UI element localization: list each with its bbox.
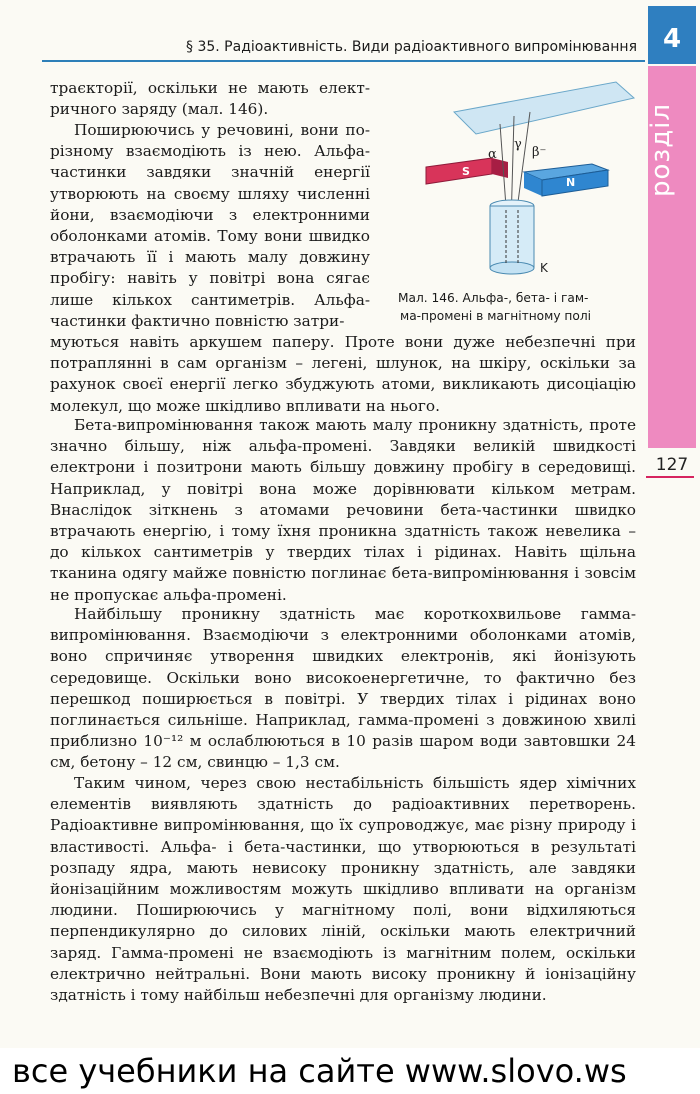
detector-plate xyxy=(454,82,634,134)
beta-label: β⁻ xyxy=(532,145,547,160)
page-number: 127 xyxy=(655,455,689,475)
paragraph-5: Таким чином, через свою нестабільність більшість ядер хімічних елементів виявляють здатність до радіоактивних перетворень. Радіоактивне випромінювання, що їх супроводжує, має різну природу і властивості. Альфа- і бета-частинки, що утворюються в результаті розпаду ядра, мають невисоку проникну здатність, але завдяки йонізаційним можливостям можуть шкідливо впливати на організм людини. Поширюючись у магнітному полі, вони відхиляються перпендикулярно до силових ліній, оскільки мають електричний заряд. Гамма-промені не взаємодіють із магнітним полем, оскільки електрично нейтральні. Вони мають високу проникну й іонізаційну здатність і тому найбільш небезпечні для організму людини. xyxy=(50,774,636,1005)
magnet-s xyxy=(426,158,492,184)
figure-caption xyxy=(398,289,648,325)
magnetic-field-illustration xyxy=(396,72,646,290)
chapter-number-tab xyxy=(648,6,696,64)
header-title: § 35. Радіоактивність. Види радіоактивного випромінювання xyxy=(186,39,637,55)
chapter-side-tab xyxy=(648,66,696,448)
pole-s-label: S xyxy=(462,165,470,178)
page-number-rule xyxy=(646,476,694,478)
figure-146 xyxy=(396,72,646,290)
paragraph-4: Найбільшу проникну здатність має короткохвильове гамма-випромінювання. Взаємодіючи з електронними оболонками атомів, воно спричиняє утворення швидких електронів, які йонізують середовище. Оскільки воно високоенергетичне, то фактично без перешкод поширюється в повітрі. У твердих тілах і рідинах воно поглинається сильніше. Наприклад, гамма-промені з довжиною хвилі приблизно 10⁻¹² м ослаблюються в 10 разів шаром води завтовшки 24 см, бетону – 12 см, свинцю – 1,3 см. xyxy=(50,605,636,772)
alpha-label: α xyxy=(488,147,497,162)
paragraph-1: траєкторії, оскільки не мають електричного заряду (мал. 146). xyxy=(50,79,370,119)
paragraph-3: Бета-випромінювання також мають малу проникну здатність, проте значно більшу, ніж альфа-промені. Завдяки великій швидкості електрони і позитрони мають більшу довжину пробігу в середовищі. Наприклад, у повітрі вона може дорівнювати кільком метрам. Внаслідок зіткнень з атомами речовини бета-частинки швидко втрачають енергію, і тому їхня проникна здатність також невелика – до кількох сантиметрів у твердих тілах і рідинах. Навіть щільна тканина одягу майже повністю поглинає бета-випромінювання і зовсім не пропускає альфа-промені. xyxy=(50,416,636,604)
pole-n-label: N xyxy=(566,176,576,189)
caption-line-2: ма-промені в магнітному полі xyxy=(400,309,592,323)
running-header xyxy=(42,34,645,62)
lead-container xyxy=(490,206,534,268)
caption-line-1: Мал. 146. Альфа-, бета- і гам- xyxy=(398,291,589,305)
container-bottom xyxy=(490,262,534,274)
paragraph-2-continued: муються навіть аркушем паперу. Проте вони дуже небезпечні при потраплянні в сам організм – легені, шлунок, на шкіру, оскільки за рахунок своєї енергії легко збуджують атоми, викликають дисоціацію молекул, що може шкідливо впливати на нього. xyxy=(50,333,636,415)
site-footer xyxy=(0,1048,700,1094)
k-label: K xyxy=(540,261,548,275)
chapter-label: розділ xyxy=(646,102,676,198)
paragraph-2: Поширюючись у речовині, вони по-різному взаємодіють із нею. Альфа-частинки завдяки значній енергії утворюють на своєму шляху численні йони, взаємодіючи з електронними оболонками атомів. Тому вони швидко втрачають її і мають малу довжину пробігу: навіть у повітрі вона сягає лише кількох сантиметрів. Альфа-частинки фактично повністю затри- xyxy=(50,121,370,330)
footer-text: все учебники на сайте www.slovo.ws xyxy=(12,1052,627,1090)
gamma-label: γ xyxy=(514,137,522,152)
chapter-number: 4 xyxy=(662,24,682,54)
